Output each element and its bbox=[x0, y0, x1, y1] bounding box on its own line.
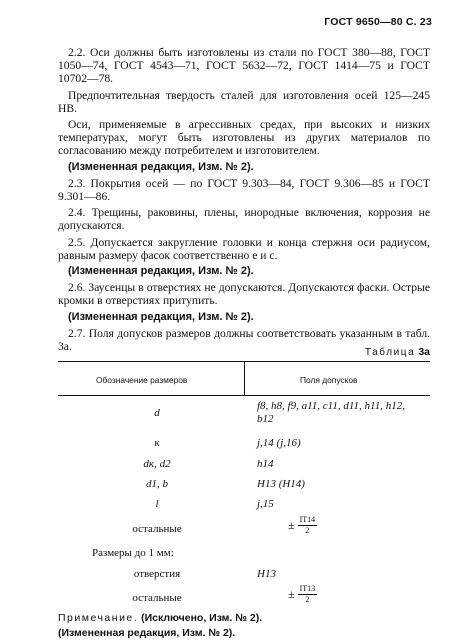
table-cell-designation: остальные bbox=[132, 592, 182, 604]
table-cell-tolerance: j,15 bbox=[257, 498, 274, 510]
page-header: ГОСТ 9650—80 С. 23 bbox=[324, 16, 432, 28]
table-header-designation: Обозначение размеров bbox=[96, 375, 188, 385]
plus-minus-sign: ± bbox=[288, 587, 295, 601]
fraction-denominator: 2 bbox=[305, 526, 310, 535]
table-cell-designation: остальные bbox=[132, 523, 182, 535]
paragraph-2-5: 2.5. Допускается закругление головки и конца стержня оси радиусом, равным размеру фасок соответственно е и с. bbox=[58, 235, 430, 262]
table-cell-designation: d bbox=[154, 407, 160, 419]
paragraph-2-4: 2.4. Трещины, раковины, плены, инородные включения, коррозия не допускаются. bbox=[58, 206, 430, 233]
table-cell-tolerance: j,14 (j,16) bbox=[257, 437, 301, 449]
table-note bbox=[58, 612, 262, 624]
table-header-tolerances: Поля допусков bbox=[300, 375, 358, 385]
table-caption-label: Таблица bbox=[364, 347, 416, 358]
table-cell-designation: отверстия bbox=[133, 568, 181, 580]
table-cell-tolerance: H13 bbox=[257, 568, 276, 580]
table-cell-tolerance: f8, h8, f9, a11, c11, d11, h11, h12, b12 bbox=[257, 400, 405, 425]
table-cell-designation: d1, b bbox=[146, 478, 168, 490]
revision-note: (Измененная редакция, Изм. № 2). bbox=[58, 627, 236, 639]
table-caption-number: 3а bbox=[418, 346, 430, 358]
table-cell-tolerance: H13 (H14) bbox=[257, 478, 305, 490]
paragraph-2-3: 2.3. Покрытия осей — по ГОСТ 9.303—84, ГОСТ 9.306—85 и ГОСТ 9.301—86. bbox=[58, 176, 430, 204]
table-cell-designation: l bbox=[155, 498, 159, 510]
table-cell-tolerance bbox=[288, 584, 452, 605]
table-caption bbox=[365, 346, 430, 358]
table-cell-designation: Размеры до 1 мм: bbox=[92, 547, 174, 559]
table-cell-designation: к bbox=[154, 437, 160, 449]
paragraph-hardness: Предпочтительная твердость сталей для изготовления осей 125—245 НВ. bbox=[58, 88, 430, 115]
tolerance-fraction bbox=[288, 584, 316, 605]
table-cell-tolerance bbox=[288, 515, 452, 536]
revision-note: (Измененная редакция, Изм. № 2). bbox=[68, 160, 254, 173]
fraction-numerator: IT14 bbox=[299, 515, 316, 524]
note-label: Примечание. bbox=[58, 612, 139, 624]
table-header-separator bbox=[244, 362, 245, 395]
plus-minus-sign: ± bbox=[288, 518, 295, 532]
paragraph-2-7: 2.7. Поля допусков размеров должны соответствовать указанным в табл. 3а. bbox=[58, 326, 430, 354]
table-header-rule bbox=[58, 395, 430, 396]
fraction-numerator: IT13 bbox=[299, 584, 316, 593]
paragraph-2-6: 2.6. Заусенцы в отверстиях не допускаются. Допускаются фаски. Острые кромки в отверстиях притупить. bbox=[58, 281, 430, 308]
revision-note: (Измененная редакция, Изм. № 2). bbox=[68, 265, 254, 278]
note-text: (Исключено, Изм. № 2). bbox=[141, 612, 263, 624]
table-cell-tolerance: h14 bbox=[257, 458, 274, 470]
body-text bbox=[58, 46, 430, 353]
paragraph-aggressive-env: Оси, применяемые в агрессивных средах, при высоких и низких температурах, могут быть изготовлены из других материалов по согласованию между потребителем и изготовителем. bbox=[58, 118, 430, 158]
paragraph-2-2: 2.2. Оси должны быть изготовлены из стали по ГОСТ 380—88, ГОСТ 1050—74, ГОСТ 4543—71, ГОСТ 5632—72, ГОСТ 1414—75 и ГОСТ 10702—78. bbox=[58, 46, 430, 86]
tolerance-fraction bbox=[288, 515, 316, 536]
revision-note: (Измененная редакция, Изм. № 2). bbox=[68, 310, 254, 323]
fraction-denominator: 2 bbox=[305, 595, 310, 604]
table-cell-designation: dк, d2 bbox=[143, 458, 171, 470]
